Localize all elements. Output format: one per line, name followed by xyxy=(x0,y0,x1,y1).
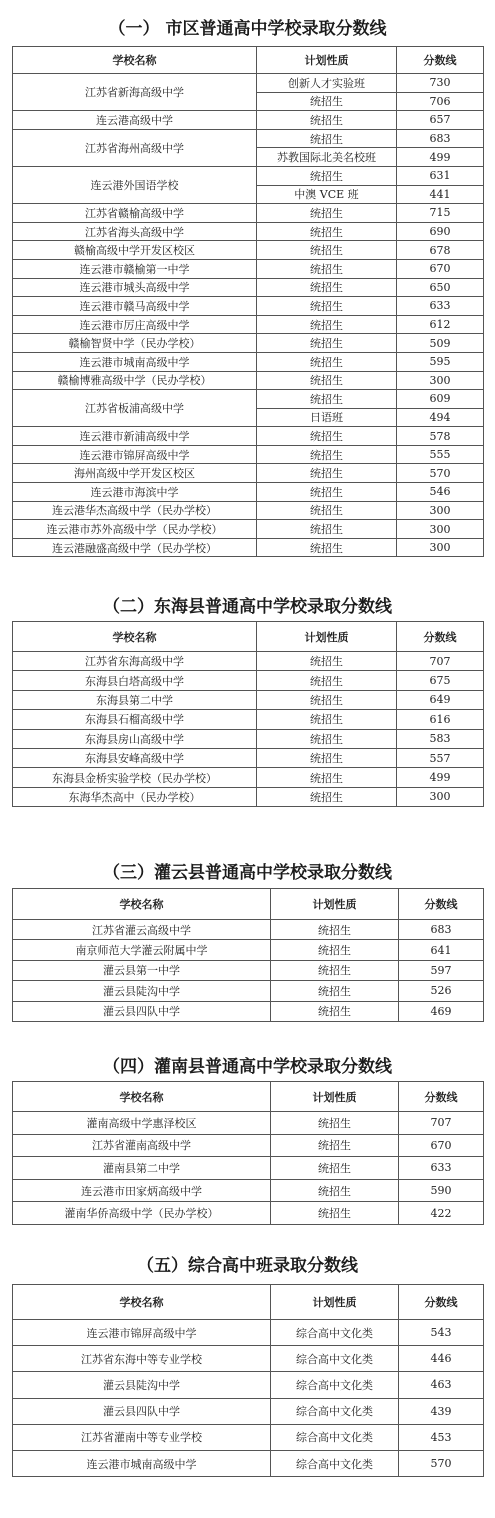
table-row xyxy=(13,483,484,502)
school-name-cell: 东海县白塔高级中学 xyxy=(13,671,257,690)
score-cell: 690 xyxy=(397,222,484,241)
score-cell: 631 xyxy=(397,166,484,185)
score-cell: 597 xyxy=(399,960,484,980)
plan-type-cell: 统招生 xyxy=(257,297,397,316)
score-table xyxy=(12,888,484,1022)
school-name-cell: 江苏省灌云高级中学 xyxy=(13,920,271,940)
school-name-cell: 江苏省灌南高级中学 xyxy=(13,1134,271,1157)
score-cell: 300 xyxy=(397,520,484,539)
table-row xyxy=(13,1112,484,1135)
section-title: （一） 市区普通高中学校录取分数线 xyxy=(108,19,387,39)
score-cell: 446 xyxy=(399,1346,484,1372)
table-row xyxy=(13,166,484,185)
table-row xyxy=(13,710,484,729)
table-row xyxy=(13,1320,484,1346)
table-row xyxy=(13,1346,484,1372)
score-cell: 650 xyxy=(397,278,484,297)
table-row xyxy=(13,427,484,446)
score-cell: 616 xyxy=(397,710,484,729)
table-row xyxy=(13,74,484,93)
score-cell: 578 xyxy=(397,427,484,446)
table-row xyxy=(13,371,484,390)
school-name-cell: 东海县石榴高级中学 xyxy=(13,710,257,729)
score-cell: 300 xyxy=(397,501,484,520)
plan-type-cell: 统招生 xyxy=(271,1001,399,1021)
table-row xyxy=(13,1424,484,1450)
table-row xyxy=(13,278,484,297)
plan-type-cell: 统招生 xyxy=(257,768,397,787)
column-header-score: 分数线 xyxy=(399,889,484,920)
score-cell: 683 xyxy=(399,920,484,940)
table-row xyxy=(13,501,484,520)
plan-type-cell: 日语班 xyxy=(257,408,397,427)
plan-type-cell: 统招生 xyxy=(257,352,397,371)
plan-type-cell: 统招生 xyxy=(271,920,399,940)
school-name-cell: 江苏省海头高级中学 xyxy=(13,222,257,241)
score-cell: 590 xyxy=(399,1179,484,1202)
table-row xyxy=(13,390,484,409)
score-cell: 657 xyxy=(397,111,484,130)
plan-type-cell: 统招生 xyxy=(271,1157,399,1180)
table-row xyxy=(13,1202,484,1225)
school-name-cell: 灌南县第二中学 xyxy=(13,1157,271,1180)
school-name-cell: 东海县安峰高级中学 xyxy=(13,748,257,767)
score-cell: 583 xyxy=(397,729,484,748)
school-name-cell: 连云港市锦屏高级中学 xyxy=(13,1320,271,1346)
plan-type-cell: 统招生 xyxy=(257,427,397,446)
score-cell: 707 xyxy=(397,652,484,671)
column-header-plan: 计划性质 xyxy=(271,1082,399,1112)
score-cell: 463 xyxy=(399,1372,484,1398)
section-title: （三）灌云县普通高中学校录取分数线 xyxy=(103,863,392,883)
school-name-cell: 灌南高级中学惠泽校区 xyxy=(13,1112,271,1135)
school-name-cell: 灌云县四队中学 xyxy=(13,1001,271,1021)
plan-type-cell: 统招生 xyxy=(271,1112,399,1135)
school-name-cell: 连云港市城头高级中学 xyxy=(13,278,257,297)
plan-type-cell: 统招生 xyxy=(257,464,397,483)
plan-type-cell: 综合高中文化类 xyxy=(271,1346,399,1372)
table-row xyxy=(13,960,484,980)
column-header-school: 学校名称 xyxy=(13,47,257,74)
column-header-school: 学校名称 xyxy=(13,1285,271,1320)
plan-type-cell: 统招生 xyxy=(257,259,397,278)
table-row xyxy=(13,1001,484,1021)
school-name-cell: 南京师范大学灌云附属中学 xyxy=(13,940,271,960)
plan-type-cell: 统招生 xyxy=(257,538,397,557)
table-row xyxy=(13,940,484,960)
score-cell: 633 xyxy=(397,297,484,316)
plan-type-cell: 统招生 xyxy=(257,729,397,748)
table-row xyxy=(13,652,484,671)
school-name-cell: 东海县金桥实验学校（民办学校） xyxy=(13,768,257,787)
score-cell: 678 xyxy=(397,241,484,260)
score-cell: 499 xyxy=(397,148,484,167)
plan-type-cell: 综合高中文化类 xyxy=(271,1320,399,1346)
plan-type-cell: 统招生 xyxy=(257,166,397,185)
score-cell: 422 xyxy=(399,1202,484,1225)
plan-type-cell: 统招生 xyxy=(257,315,397,334)
school-name-cell: 灌云县四队中学 xyxy=(13,1398,271,1424)
plan-type-cell: 统招生 xyxy=(257,92,397,111)
score-cell: 612 xyxy=(397,315,484,334)
section-title: （二）东海县普通高中学校录取分数线 xyxy=(103,597,392,617)
table-row xyxy=(13,1179,484,1202)
table-row xyxy=(13,920,484,940)
plan-type-cell: 统招生 xyxy=(271,960,399,980)
table-row xyxy=(13,222,484,241)
table-row xyxy=(13,445,484,464)
score-cell: 439 xyxy=(399,1398,484,1424)
column-header-plan: 计划性质 xyxy=(257,47,397,74)
school-name-cell: 江苏省灌南中等专业学校 xyxy=(13,1424,271,1450)
score-cell: 509 xyxy=(397,334,484,353)
score-table xyxy=(12,621,484,807)
score-cell: 441 xyxy=(397,185,484,204)
table-row xyxy=(13,520,484,539)
table-row xyxy=(13,1134,484,1157)
plan-type-cell: 统招生 xyxy=(271,940,399,960)
score-cell: 453 xyxy=(399,1424,484,1450)
plan-type-cell: 统招生 xyxy=(257,334,397,353)
table-row xyxy=(13,1450,484,1476)
plan-type-cell: 综合高中文化类 xyxy=(271,1372,399,1398)
score-cell: 570 xyxy=(399,1450,484,1476)
table-row xyxy=(13,748,484,767)
score-cell: 543 xyxy=(399,1320,484,1346)
table-row xyxy=(13,352,484,371)
school-name-cell: 江苏省新海高级中学 xyxy=(13,74,257,111)
table-row xyxy=(13,204,484,223)
score-cell: 633 xyxy=(399,1157,484,1180)
table-row xyxy=(13,1372,484,1398)
score-cell: 555 xyxy=(397,445,484,464)
table-header-row xyxy=(13,622,484,652)
plan-type-cell: 统招生 xyxy=(257,390,397,409)
score-cell: 706 xyxy=(397,92,484,111)
plan-type-cell: 统招生 xyxy=(257,222,397,241)
school-name-cell: 赣榆智贤中学（民办学校） xyxy=(13,334,257,353)
plan-type-cell: 创新人才实验班 xyxy=(257,74,397,93)
column-header-score: 分数线 xyxy=(399,1082,484,1112)
school-name-cell: 连云港高级中学 xyxy=(13,111,257,130)
column-header-score: 分数线 xyxy=(397,47,484,74)
plan-type-cell: 统招生 xyxy=(257,520,397,539)
table-row xyxy=(13,129,484,148)
table-header-row xyxy=(13,1285,484,1320)
table-row xyxy=(13,1157,484,1180)
table-row xyxy=(13,464,484,483)
column-header-school: 学校名称 xyxy=(13,622,257,652)
school-name-cell: 江苏省东海中等专业学校 xyxy=(13,1346,271,1372)
school-name-cell: 灌云县第一中学 xyxy=(13,960,271,980)
plan-type-cell: 统招生 xyxy=(257,710,397,729)
school-name-cell: 连云港市锦屏高级中学 xyxy=(13,445,257,464)
score-cell: 675 xyxy=(397,671,484,690)
plan-type-cell: 统招生 xyxy=(257,129,397,148)
plan-type-cell: 统招生 xyxy=(257,787,397,806)
section-title: （四）灌南县普通高中学校录取分数线 xyxy=(103,1057,392,1077)
school-name-cell: 东海华杰高中（民办学校） xyxy=(13,787,257,806)
plan-type-cell: 统招生 xyxy=(257,690,397,709)
school-name-cell: 江苏省海州高级中学 xyxy=(13,129,257,166)
school-name-cell: 连云港市新浦高级中学 xyxy=(13,427,257,446)
score-table xyxy=(12,1284,484,1477)
plan-type-cell: 中澳 VCE 班 xyxy=(257,185,397,204)
school-name-cell: 连云港华杰高级中学（民办学校） xyxy=(13,501,257,520)
table-row xyxy=(13,981,484,1001)
table-row xyxy=(13,315,484,334)
table-row xyxy=(13,729,484,748)
table-row xyxy=(13,241,484,260)
score-cell: 715 xyxy=(397,204,484,223)
school-name-cell: 江苏省东海高级中学 xyxy=(13,652,257,671)
school-name-cell: 连云港市田家炳高级中学 xyxy=(13,1179,271,1202)
school-name-cell: 连云港市城南高级中学 xyxy=(13,352,257,371)
column-header-score: 分数线 xyxy=(397,622,484,652)
score-cell: 609 xyxy=(397,390,484,409)
school-name-cell: 东海县第二中学 xyxy=(13,690,257,709)
table-row xyxy=(13,671,484,690)
plan-type-cell: 统招生 xyxy=(257,671,397,690)
column-header-plan: 计划性质 xyxy=(271,1285,399,1320)
plan-type-cell: 统招生 xyxy=(257,501,397,520)
school-name-cell: 赣榆高级中学开发区校区 xyxy=(13,241,257,260)
table-row xyxy=(13,787,484,806)
school-name-cell: 海州高级中学开发区校区 xyxy=(13,464,257,483)
column-header-score: 分数线 xyxy=(399,1285,484,1320)
score-cell: 670 xyxy=(399,1134,484,1157)
column-header-plan: 计划性质 xyxy=(257,622,397,652)
school-name-cell: 连云港市海滨中学 xyxy=(13,483,257,502)
table-row xyxy=(13,111,484,130)
score-cell: 641 xyxy=(399,940,484,960)
plan-type-cell: 统招生 xyxy=(257,748,397,767)
plan-type-cell: 统招生 xyxy=(257,111,397,130)
plan-type-cell: 统招生 xyxy=(257,445,397,464)
plan-type-cell: 综合高中文化类 xyxy=(271,1424,399,1450)
school-name-cell: 连云港外国语学校 xyxy=(13,166,257,203)
score-cell: 557 xyxy=(397,748,484,767)
plan-type-cell: 综合高中文化类 xyxy=(271,1450,399,1476)
score-cell: 707 xyxy=(399,1112,484,1135)
plan-type-cell: 统招生 xyxy=(271,981,399,1001)
school-name-cell: 连云港市赣马高级中学 xyxy=(13,297,257,316)
school-name-cell: 东海县房山高级中学 xyxy=(13,729,257,748)
score-cell: 595 xyxy=(397,352,484,371)
table-row xyxy=(13,259,484,278)
score-cell: 670 xyxy=(397,259,484,278)
table-header-row xyxy=(13,47,484,74)
score-cell: 300 xyxy=(397,538,484,557)
plan-type-cell: 统招生 xyxy=(257,241,397,260)
school-name-cell: 江苏省板浦高级中学 xyxy=(13,390,257,427)
school-name-cell: 连云港市厉庄高级中学 xyxy=(13,315,257,334)
table-row xyxy=(13,1398,484,1424)
table-row xyxy=(13,690,484,709)
score-cell: 469 xyxy=(399,1001,484,1021)
column-header-plan: 计划性质 xyxy=(271,889,399,920)
plan-type-cell: 苏教国际北美名校班 xyxy=(257,148,397,167)
plan-type-cell: 统招生 xyxy=(257,652,397,671)
column-header-school: 学校名称 xyxy=(13,889,271,920)
plan-type-cell: 统招生 xyxy=(271,1179,399,1202)
table-row xyxy=(13,768,484,787)
school-name-cell: 江苏省赣榆高级中学 xyxy=(13,204,257,223)
score-cell: 499 xyxy=(397,768,484,787)
score-cell: 570 xyxy=(397,464,484,483)
plan-type-cell: 统招生 xyxy=(257,278,397,297)
section-title: （五）综合高中班录取分数线 xyxy=(137,1256,358,1276)
school-name-cell: 灌南华侨高级中学（民办学校） xyxy=(13,1202,271,1225)
score-cell: 649 xyxy=(397,690,484,709)
table-header-row xyxy=(13,1082,484,1112)
score-cell: 730 xyxy=(397,74,484,93)
school-name-cell: 连云港市赣榆第一中学 xyxy=(13,259,257,278)
school-name-cell: 连云港融盛高级中学（民办学校） xyxy=(13,538,257,557)
plan-type-cell: 统招生 xyxy=(271,1202,399,1225)
score-cell: 546 xyxy=(397,483,484,502)
school-name-cell: 灌云县陡沟中学 xyxy=(13,981,271,1001)
score-cell: 683 xyxy=(397,129,484,148)
school-name-cell: 赣榆博雅高级中学（民办学校） xyxy=(13,371,257,390)
table-row xyxy=(13,334,484,353)
plan-type-cell: 统招生 xyxy=(257,483,397,502)
school-name-cell: 灌云县陡沟中学 xyxy=(13,1372,271,1398)
column-header-school: 学校名称 xyxy=(13,1082,271,1112)
score-table xyxy=(12,46,484,557)
table-row xyxy=(13,538,484,557)
plan-type-cell: 统招生 xyxy=(257,371,397,390)
score-cell: 300 xyxy=(397,371,484,390)
school-name-cell: 连云港市苏外高级中学（民办学校） xyxy=(13,520,257,539)
score-cell: 526 xyxy=(399,981,484,1001)
score-cell: 494 xyxy=(397,408,484,427)
table-row xyxy=(13,297,484,316)
school-name-cell: 连云港市城南高级中学 xyxy=(13,1450,271,1476)
plan-type-cell: 综合高中文化类 xyxy=(271,1398,399,1424)
table-header-row xyxy=(13,889,484,920)
plan-type-cell: 统招生 xyxy=(271,1134,399,1157)
score-cell: 300 xyxy=(397,787,484,806)
score-table xyxy=(12,1081,484,1225)
plan-type-cell: 统招生 xyxy=(257,204,397,223)
